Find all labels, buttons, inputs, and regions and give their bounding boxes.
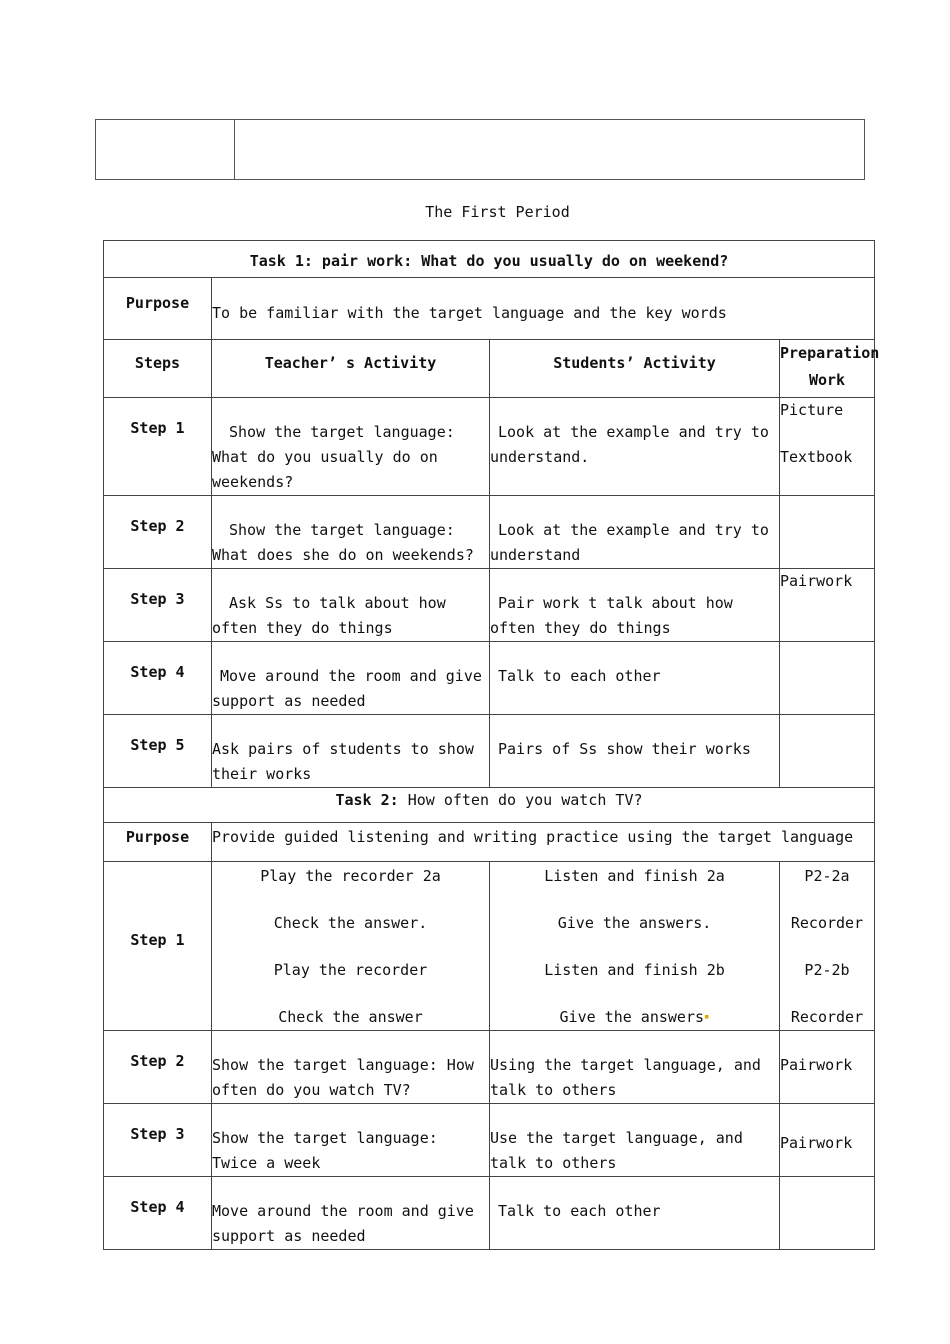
students-activity: Look at the example and try to understand. bbox=[490, 398, 780, 496]
prep-work bbox=[780, 862, 875, 1031]
task1-purpose-row bbox=[104, 278, 875, 340]
period-heading: The First Period bbox=[425, 203, 570, 221]
students-activity: Pair work t talk about how often they do things bbox=[490, 569, 780, 642]
table-row bbox=[104, 862, 875, 1031]
correction-mark: ▪ bbox=[704, 1012, 710, 1022]
students-activity: Talk to each other bbox=[490, 642, 780, 715]
task1-column-header-row bbox=[104, 340, 875, 398]
teacher-line: Check the answer bbox=[278, 1008, 423, 1026]
step-label: Step 4 bbox=[104, 642, 212, 715]
students-activity: Talk to each other bbox=[490, 1177, 780, 1250]
teacher-activity: Ask pairs of students to show their works bbox=[212, 715, 490, 788]
students-activity: Use the target language, and talk to others bbox=[490, 1104, 780, 1177]
prep-item: Recorder bbox=[790, 914, 864, 932]
step-label: Step 5 bbox=[104, 715, 212, 788]
table-row bbox=[104, 1031, 875, 1104]
step-label: Step 2 bbox=[104, 1031, 212, 1104]
table-row bbox=[104, 496, 875, 569]
students-activity bbox=[490, 862, 780, 1031]
teacher-line: Play the recorder bbox=[273, 961, 428, 979]
prep-item: Textbook bbox=[780, 448, 853, 466]
prep-work: Pairwork bbox=[780, 569, 875, 642]
prep-item: P2-2b bbox=[804, 961, 850, 979]
task2-title-label: Task 2: bbox=[335, 791, 399, 809]
task1-title: Task 1: pair work: What do you usually do on weekend? bbox=[249, 252, 729, 270]
teacher-activity: Show the target language: Twice a week bbox=[212, 1104, 490, 1177]
students-line: Listen and finish 2b bbox=[544, 961, 725, 979]
col-teacher-header: Teacher’ s Activity bbox=[212, 340, 490, 398]
table-row bbox=[104, 569, 875, 642]
students-line: Give the answers. bbox=[557, 914, 712, 932]
step-label: Step 3 bbox=[104, 1104, 212, 1177]
teacher-activity: Move around the room and give support as needed bbox=[212, 1177, 490, 1250]
prep-work bbox=[780, 1177, 875, 1250]
task2-title-row bbox=[104, 788, 875, 823]
col-prep-header-line2: Work bbox=[808, 371, 846, 389]
task1-purpose-text: To be familiar with the target language and the key words bbox=[212, 278, 875, 340]
prep-item: P2-2a bbox=[804, 867, 850, 885]
header-table-cell-left bbox=[96, 120, 235, 179]
teacher-activity: Show the target language: What does she do on weekends? bbox=[212, 496, 490, 569]
task2-purpose-text: Provide guided listening and writing practice using the target language bbox=[212, 823, 875, 862]
students-line: Listen and finish 2a bbox=[544, 867, 725, 885]
students-activity: Pairs of Ss show their works bbox=[490, 715, 780, 788]
prep-work bbox=[780, 715, 875, 788]
col-students-header: Students’ Activity bbox=[490, 340, 780, 398]
step-label: Step 2 bbox=[104, 496, 212, 569]
prep-work: Pairwork bbox=[780, 1104, 875, 1177]
teacher-line: Check the answer. bbox=[273, 914, 428, 932]
task2-title: How often do you watch TV? bbox=[398, 791, 643, 809]
header-table-cell-right bbox=[235, 120, 864, 179]
table-row bbox=[104, 398, 875, 496]
teacher-line: Play the recorder 2a bbox=[260, 867, 441, 885]
task1-title-row bbox=[104, 241, 875, 278]
task2-purpose-label: Purpose bbox=[104, 823, 212, 862]
students-line: Give the answers bbox=[559, 1008, 705, 1026]
teacher-activity: Show the target language: What do you usually do on weekends? bbox=[212, 398, 490, 496]
col-steps-header: Steps bbox=[104, 340, 212, 398]
table-row bbox=[104, 1104, 875, 1177]
teacher-activity: Move around the room and give support as needed bbox=[212, 642, 490, 715]
prep-work bbox=[780, 398, 875, 496]
step-label: Step 1 bbox=[104, 398, 212, 496]
col-prep-header bbox=[780, 340, 880, 398]
col-prep-header-line1: Preparation bbox=[780, 344, 880, 362]
lesson-plan-table bbox=[103, 240, 880, 1250]
table-row bbox=[104, 715, 875, 788]
teacher-activity: Show the target language: How often do you watch TV? bbox=[212, 1031, 490, 1104]
prep-work bbox=[780, 642, 875, 715]
prep-item: Picture bbox=[780, 401, 844, 419]
prep-work bbox=[780, 496, 875, 569]
teacher-activity: Ask Ss to talk about how often they do things bbox=[212, 569, 490, 642]
table-row bbox=[104, 642, 875, 715]
step-label: Step 3 bbox=[104, 569, 212, 642]
task1-purpose-label: Purpose bbox=[104, 278, 212, 340]
task2-purpose-row bbox=[104, 823, 875, 862]
step-label: Step 1 bbox=[104, 862, 212, 1031]
header-table bbox=[95, 119, 865, 180]
prep-item: Recorder bbox=[790, 1008, 864, 1026]
teacher-activity bbox=[212, 862, 490, 1031]
table-row bbox=[104, 1177, 875, 1250]
prep-work: Pairwork bbox=[780, 1031, 875, 1104]
students-activity: Look at the example and try to understand bbox=[490, 496, 780, 569]
students-activity: Using the target language, and talk to others bbox=[490, 1031, 780, 1104]
step-label: Step 4 bbox=[104, 1177, 212, 1250]
